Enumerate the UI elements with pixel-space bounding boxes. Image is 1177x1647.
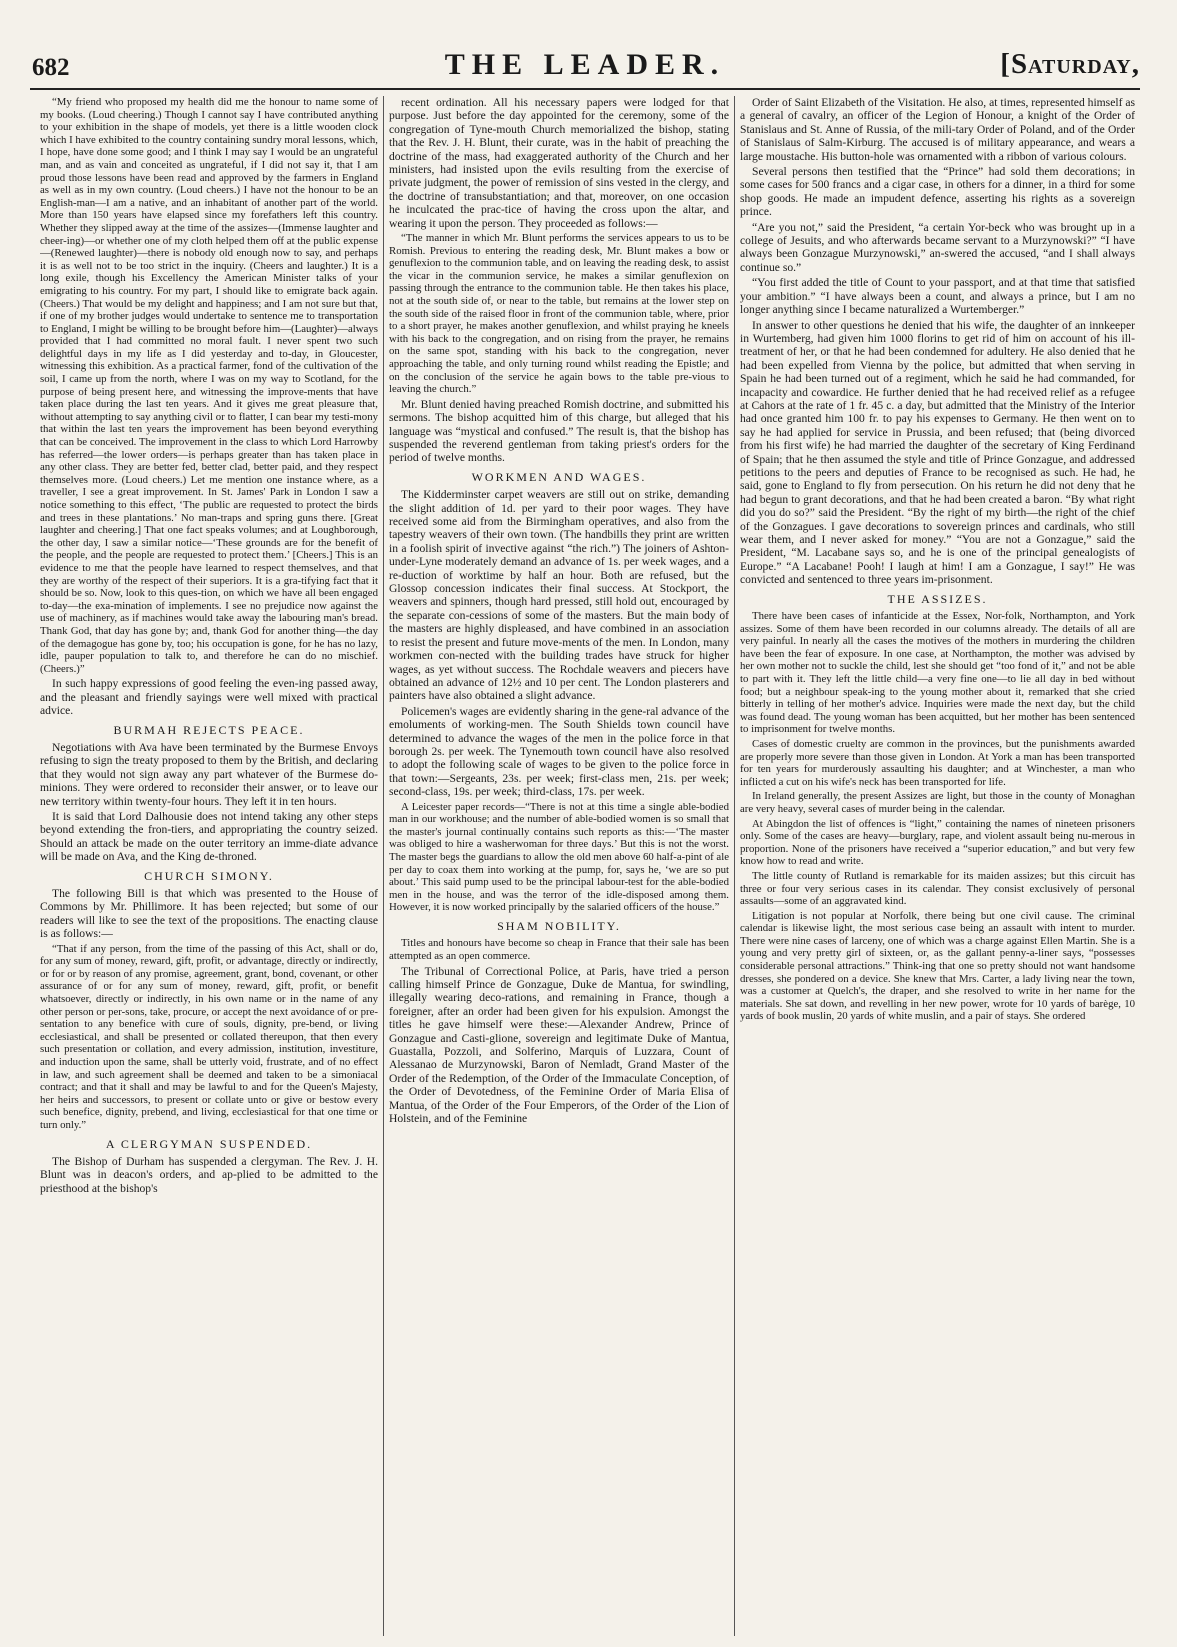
sham-paragraph: “Are you not,” said the President, “a certain Yor-beck who was brought up in a college of Jesuits, and who afterwards became servant to a Murzynowski?” “I have always been Gonzague Murzynowski,” an-swered the accused, “and I shall always continue so.” bbox=[740, 220, 1135, 274]
issue-day: [Saturday, bbox=[1000, 48, 1140, 80]
column-2 bbox=[389, 96, 729, 1636]
workmen-heading: WORKMEN AND WAGES. bbox=[471, 469, 647, 484]
simony-quote: “That if any person, from the time of the passing of this Act, shall or do, for any sum of money, reward, gift, profit, or advantage, directly or indirectly, or for or by reason of any promise, agreement, grant, bond, covenant, or other assurance of or for any sum of money, reward, gift, profit, or benefit whatsoever, directly or indirectly, in his own name or in the name of any other person or per-sons, take, procure, or accept the next avoidance of or pre-sentation to any benefice with cure of souls, dignity, pre-bend, or living ecclesiastical, and shall be presented or collated thereupon, that then every such presentation or collation, and every admission, institution, investiture, and induction upon the same, shall be utterly void, frustrate, and of no effect in law, and such agreement shall be deemed and taken to be a simoniacal contract; and that it shall and may be lawful to and for the Queen's Majesty, her heirs and successors, to present or collate unto or give or bestow every such benefice, dignity, prebend, and living, ecclesiastical for that one time or turn only.” bbox=[40, 942, 378, 1131]
sham-paragraph: The Tribunal of Correctional Police, at Paris, have tried a person calling himself Prince de Gonzague, Duke de Mantua, for swindling, illegally wearing deco-rations, and remaining in France, though a foreigner, after an order had been given for his expulsion. Amongst the titles he gave himself were these:—Alexander Andrew, Prince of Gonzague and Casti-glione, sovereign and legitimate Duke of Mantua, Guastalla, Pozzoli, and Solferino, Marquis of Luzzara, Count of Alessanao de Murzynowski, Baron of Nemladt, Grand Master of the Order of the Redemption, of the Order of the Immaculate Conception, of the Order of Devotedness, of the Feminine Order of Maria Elisa of Mantua, of the Order of the Four Emperors, of the Order of the Lion of Holstein, and of the Feminine bbox=[389, 964, 729, 1125]
masthead-rule bbox=[30, 88, 1140, 90]
sham-paragraph: In answer to other questions he denied that his wife, the daughter of an innkeeper in Wurtemberg, had given him 1000 florins to get rid of him on account of his ill-treatment of her, or that he had been condemned for adultery. He also denied that he had been expelled from Vienna by the police, but admitted that when serving in Spain he had been turned out of a regiment, which he said he had commanded, for incapacity and cowardice. He further denied that he had received relief as a refugee at Cahors at the rate of 1 fr. 45 c. a day, but admitted that the Ministry of the Interior had once granted him 100 fr. to pay his expenses to Germany. He then went on to say he had applied for service in Prussia, and been refused; that (being divorced from his first wife) he had married the daughter of the secretary of King Ferdinand of Spain; that he then assumed the style and title of Prince Gonzague, and addressed petitions to the peers and deputies of France to be recognised as such. He had, he said, gone to England to fly from persecution. On his return he did not deny that he had begun to grant decorations, and that he had been created a baron. “By what right did you do so?” said the President. “By the right of my birth—the right of the chief of the Gonzagues. I gave decorations to sovereign princes and cardinals, who still wear them, and I never asked for money.” “You are not a Gonzague,” said the President, “M. Lacabane says so, and he is one of the principal genealogists of Europe.” “A Lacabane! Pooh! I laugh at him! I am a Gonzague, I say!” He was convicted and sentenced to three years im-prisonment. bbox=[740, 318, 1135, 587]
column-3 bbox=[740, 96, 1135, 1636]
paper-title: THE LEADER. bbox=[444, 48, 726, 81]
assizes-paragraph: The little county of Rutland is remarkable for its maiden assizes; but this circuit has three or four very serious cases in its calendar. They consist exclusively of personal assaults—some of an aggravated kind. bbox=[740, 869, 1135, 908]
column-divider bbox=[734, 96, 735, 1636]
sham-paragraph: Titles and honours have become so cheap in France that their sale has been attempted as an open commerce. bbox=[389, 937, 729, 962]
workmen-paragraph: A Leicester paper records—“There is not at this time a single able-bodied man in our workhouse; and the number of able-bodied women is so small that the master's journal continually contains such reports as this:—‘The master was obliged to hire a washerwoman for three days.’ But this is not the worst. The master begs the guardians to allow the old men above 60 half-a-pint of ale per day to coax them into working at the pump, for, says he, ‘we are so put about.’ This said pump used to be the principal labour-test for the able-bodied men in the house, and was the terror of the idle-disposed among them. However, it is now worked principally by the salaried officers of the house.” bbox=[389, 800, 729, 914]
speech-quote: “My friend who proposed my health did me the honour to name some of my books. (Loud cheering.) Though I cannot say I have contributed anything to your exhibition in the shape of models, yet there is a little wooden clock which I have exhibited to the country containing sundry moral lessons, which, I hope, have done some good; and I think I may say I would be an ungrateful man, and as vain and conceited as ungrateful, if I did not say it, that I am proud those lessons have been read and approved by the farmers in England as well as in my own country. (Loud cheers.) I have not the honour to be an English-man—I am a native, and an inhabitant of another part of the world. More than 150 years have elapsed since my forefathers left this country. Whether they slipped away at the time of the assizes—(Immense laughter and cheer-ing)—or whether one of my cloth helped them off at the public expense—(Renewed laughter)—there is nobody old enough now to say, and perhaps it is as well not to be too strict in the inquiry. (Cheers and laughter.) It is a long exile, though his Excellency the American Minister talks of your emigrating to his country. For my part, I should like to emigrate back again. (Cheers.) That would be my delight and happiness; and I am not sure but that, if one of my brother judges would undertake to sentence me to transportation to England, I might be willing to be brought before him—(Laughter)—always provided that I had committed no moral fault. I never spent two such delightful days in my life as I did yesterday and to-day, in Gloucester, witnessing this exhibition. As a practical farmer, fond of the cultivation of the soil, I came up from the north, where I was on my way to Scotland, for the purpose of being present here, and witnessing the improve-ments that have taken place during the last ten years. And it gives me great pleasure that, without attempting to say anything civil or to flatter, I can bear my testi-mony that within the last ten years the improvement has been beyond everything that can be conceived. The improvement in the class to which Lord Harrowby has referred—the lower orders—is perhaps greater than has taken place in any other class. They are better fed, better clad, better paid, and they respect themselves more. (Loud cheers.) Let me mention one instance where, as a traveller, I see a great improvement. In St. James' Park in London I saw a notice something to this effect, ‘The public are requested to protect the birds and trees in these plantations.’ No man-traps and spring guns there. [Great laughter and cheering.] That one fact speaks volumes; and at Loughborough, the other day, I saw a similar notice—‘These grounds are for the benefit of the people, and the people are requested to protect them.’ [Cheers.] This is an evidence to me that the people have learned to respect themselves, and that they are worthy of the respect of their superiors. It is a gra-tifying fact that it should be so. Now, look to this ques-tion, on which we have all been engaged to-day—the exa-mination of implements. I see no prejudice now against the use of machinery, as if machines would take away the labouring man's bread. Thank God, that day has gone by; and, thank God for another thing—the day of the demagogue has gone by, too; his occupation is gone, for he has no lazy, idle, pauper population to talk to, and therefore he can do no mischief. (Cheers.)” bbox=[40, 96, 378, 675]
simony-heading: CHURCH SIMONY. bbox=[144, 868, 274, 883]
assizes-paragraph: In Ireland generally, the present Assizes are light, but those in the county of Monaghan are very heavy, several cases of murder being in the calendar. bbox=[740, 790, 1135, 815]
simony-paragraph: The following Bill is that which was presented to the House of Commons by Mr. Phillimore. It has been rejected; but some of our readers will like to see the text of the propositions. The enacting clause is as follows:— bbox=[40, 887, 378, 941]
column-1 bbox=[40, 96, 378, 1636]
burmah-heading: BURMAH REJECTS PEACE. bbox=[113, 722, 305, 737]
assizes-paragraph: At Abingdon the list of offences is “light,” containing the names of nineteen prisoners only. Some of the cases are heavy—burglary, rape, and violent assault being nu-merous in proportion. None of the prisoners have received a “superior education,” and but very few know how to read and write. bbox=[740, 817, 1135, 868]
column-divider bbox=[383, 96, 384, 1636]
assizes-paragraph: Litigation is not popular at Norfolk, there being but one civil cause. The criminal calendar is likewise light, the most serious case being an assault with intent to murder. There were nine cases of larceny, one of which was a charge against Ellen Martin. She is a young and very pretty girl of sixteen, or, as the gallant penny-a-liner says, “possesses considerable personal attractions.” Think-ing that one so pretty should not want handsome dresses, she pondered on a device. She knew that Mrs. Carter, a lady living near the town, was a customer at Quelch's, the draper, and she resolved to write in her name for the materials. She sat down, and revelling in her new power, wrote for 10 yards of barège, 10 yards of book muslin, 20 yards of white muslin, and a pair of stays. She ordered bbox=[740, 909, 1135, 1023]
masthead bbox=[30, 44, 1140, 92]
workmen-paragraph: Policemen's wages are evidently sharing in the gene-ral advance of the emoluments of working-men. The South Shields town council have determined to advance the wages of the men in the police force in that borough 2s. per week. The Tynemouth town council have also resolved to adopt the following scale of wages to be given to the police force in that town:—Sergeants, 23s. per week; first-class men, 21s. per week; second-class, 19s. per week; third-class, 17s. per week. bbox=[389, 704, 729, 799]
sham-paragraph: “You first added the title of Count to your passport, and at that time that satisfied your ambition.” “I have always been a count, and always a prince, but I am no longer anything since I became naturalized a Wurtemberger.” bbox=[740, 276, 1135, 317]
burmah-paragraph: Negotiations with Ava have been terminated by the Burmese Envoys refusing to sign the treaty proposed to them by the British, and declaring that they would not sign away any part whatever of the Burmese do-minions. They were ordered to reconsider their answer, or to leave our new territory within twenty-four hours. They left it in ten hours. bbox=[40, 740, 378, 808]
sham-paragraph: Several persons then testified that the “Prince” had sold them decorations; in some cases for 500 francs and a cigar case, in others for a dinner, in a third for some shop goods. He made an impudent defence, asserting his rights as a sovereign prince. bbox=[740, 165, 1135, 219]
assizes-paragraph: Cases of domestic cruelty are common in the provinces, but the punishments awarded are properly more severe than those given in London. At York a man has been transported for ten years for murderously assaulting his daughter; and at Winchester, a man who inflicted a cut on his wife's neck has been transported for life. bbox=[740, 737, 1135, 788]
clergyman-paragraph: The Bishop of Durham has suspended a clergyman. The Rev. J. H. Blunt was in deacon's orders, and ap-plied to be admitted to the priesthood at the bishop's bbox=[40, 1154, 378, 1195]
workmen-paragraph: The Kidderminster carpet weavers are still out on strike, demanding the slight addition of 1d. per yard to their poor wages. They have received some aid from the Birmingham operatives, and also from the tapestry weavers of their own town. (The handbills they print are written in a foolish spirit of invective against “the rich.”) The joiners of Ashton-under-Lyne moderately demand an advance of 1s. per week wages, and a re-duction of worktime by half an hour. Both are refused, but the Glossop concession indicates their final success. At Stockport, the weavers and spinners, though hard pressed, still hold out, encouraged by the separate con-cessions of some of the masters. But the main body of the masters are highly displeased, and have combined in an association to resist the present and future move-ments of the men. In London, many workmen con-nected with the building trades have struck for higher wages, as yet without success. The Rochdale weavers and piecers have obtained an advance of 12½ and 10 per cent. The London plasterers and painters have also obtained a slight advance. bbox=[389, 488, 729, 703]
speech-closing: In such happy expressions of good feeling the even-ing passed away, and the pleasant and friendly sayings were well mixed with practical advice. bbox=[40, 677, 378, 718]
assizes-heading: THE ASSIZES. bbox=[887, 591, 988, 606]
assizes-paragraph: There have been cases of infanticide at the Essex, Nor-folk, Northampton, and York assizes. Some of them have been recorded in our columns already. The details of all are very painful. In nearly all the cases the motives of the mothers in murdering the children have been the fear of exposure. In one case, at Northampton, the mother was advised by her own mother not to suckle the child, lest she should get “too fond of it,” and not be able to part with it. They left the little child—a very fine one—to lie all day in bed without food; but a neighbour speak-ing to the young mother about it, remarked that she cried bitterly in telling of her mother's advice. Inquiries were made the next day, but the child was found dead. The young woman has been acquitted, but her mother has been sentenced to imprisonment for twelve months. bbox=[740, 610, 1135, 736]
clergyman-heading: A CLERGYMAN SUSPENDED. bbox=[105, 1136, 313, 1151]
clergyman-result: Mr. Blunt denied having preached Romish doctrine, and submitted his sermons. The bishop acquitted him of this charge, but alleged that his language was “mystical and confused.” The result is, that the bishop has suspended the reverend gentleman from taking priest's orders for the period of twelve months. bbox=[389, 397, 729, 465]
burmah-paragraph: It is said that Lord Dalhousie does not intend taking any other steps beyond extending the fron-tiers, and appropriating the country seized. Should an attack be made on the outer territory an imme-diate advance will be made on Ava, and the King de-throned. bbox=[40, 809, 378, 864]
sham-heading: SHAM NOBILITY. bbox=[497, 918, 621, 933]
clergyman-continued: recent ordination. All his necessary papers were lodged for that purpose. Just before the day appointed for the ceremony, some of the congregation of Tyne-mouth Church memorialized the bishop, stating that the Rev. J. H. Blunt, their curate, was in the habit of preaching the doctrine of the mass, had exaggerated authority of the Church and her ministers, had insisted upon the evils resulting from the exercise of private judgment, the power of remission of sins vested in the clergy, and the doctrine of transubstantiation; and that, moreover, on one occasion he inculcated the prac-tice of having the cross upon the altar, and wearing it upon the person. They proceeded as follows:— bbox=[389, 96, 729, 230]
clergyman-quote: “The manner in which Mr. Blunt performs the services appears to us to be Romish. Previous to entering the reading desk, Mr. Blunt makes a bow or genuflexion to the communion table, and on leaving the reading desk, to assist the vicar in the communion service, he makes a similar genuflexion on passing through the entrance to the communion table. He then takes his place, not at the south side of, or near to the table, but remains at the lower step on the south side of the raised floor in front of the communion table, where, prior to a short prayer, he makes another genuflexion, and whilst praying he kneels with his back to the congregation, and on rising from the prayer, he remains on the same spot, standing with his back to the congregation, never approaching the table, and only turning round whilst reading the Epistle; and on the conclusion of the service he again bows to the table pre-vious to leaving the church.” bbox=[389, 232, 729, 396]
sham-continued: Order of Saint Elizabeth of the Visitation. He also, at times, represented himself as a general of cavalry, an officer of the Legion of Honour, a knight of the Order of Stanislaus and St. Anne of Russia, of the mili-tary Order of Poland, and of the Order of Stanislaus of Salm-Kirburg. The accused is of military appearance, and wears a large moustache. His button-hole was ornamented with a ribbon of various colours. bbox=[740, 96, 1135, 163]
page-number: 682 bbox=[32, 54, 70, 81]
